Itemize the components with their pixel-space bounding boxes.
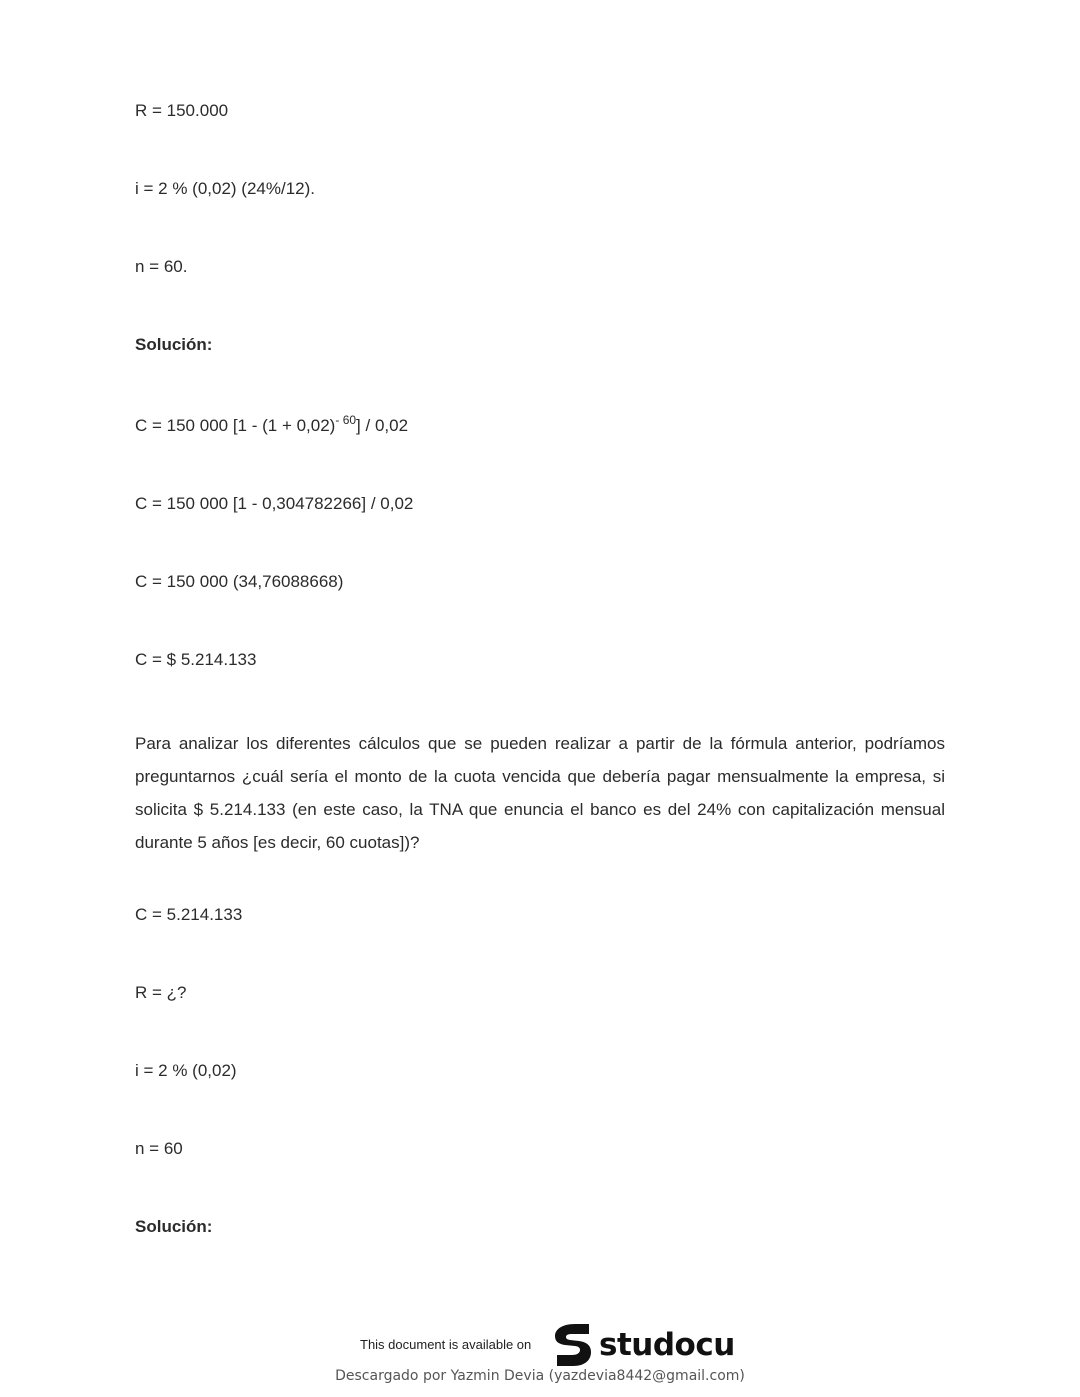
equation-1-base: C = 150 000 [1 - (1 + 0,02) (135, 416, 336, 435)
studocu-logo[interactable] (553, 1323, 735, 1367)
equation-2: C = 150 000 [1 - 0,304782266] / 0,02 (135, 494, 414, 513)
r-unknown-line: R = ¿? (135, 983, 187, 1002)
equation-1-tail: ] / 0,02 (356, 416, 409, 435)
footer-available-text: This document is available on (360, 1337, 532, 1352)
explanation-paragraph: Para analizar los diferentes cálculos que se pueden realizar a partir de la fórmula anterior, podríamos preguntarnos ¿cuál sería el monto de la cuota vencida que debería pagar mensualmente la empresa, si solicita $ 5.214.133 (en este caso, la TNA que enuncia el banco es del 24% con capitalización mensual durante 5 años [es decir, 60 cuotas])? (135, 734, 945, 852)
equation-3: C = 150 000 (34,76088668) (135, 572, 344, 591)
equation-4: C = $ 5.214.133 (135, 650, 257, 669)
n-value-line: n = 60. (135, 257, 188, 276)
studocu-logo-icon (553, 1324, 593, 1366)
downloaded-by-text: Descargado por Yazmin Devia (yazdevia8442@gmail.com) (335, 1368, 745, 1384)
equation-1 (135, 415, 408, 438)
r-value-line: R = 150.000 (135, 101, 229, 120)
i-value-line-2: i = 2 % (0,02) (135, 1061, 237, 1080)
i-value-line: i = 2 % (0,02) (24%/12). (135, 179, 316, 198)
studocu-logo-text: studocu (599, 1327, 735, 1363)
equation-1-exponent: - 60 (335, 413, 357, 427)
n-value-line-2: n = 60 (135, 1139, 183, 1158)
solution-heading-2: Solución: (135, 1217, 213, 1236)
c-value-line: C = 5.214.133 (135, 905, 243, 924)
solution-heading: Solución: (135, 335, 213, 354)
